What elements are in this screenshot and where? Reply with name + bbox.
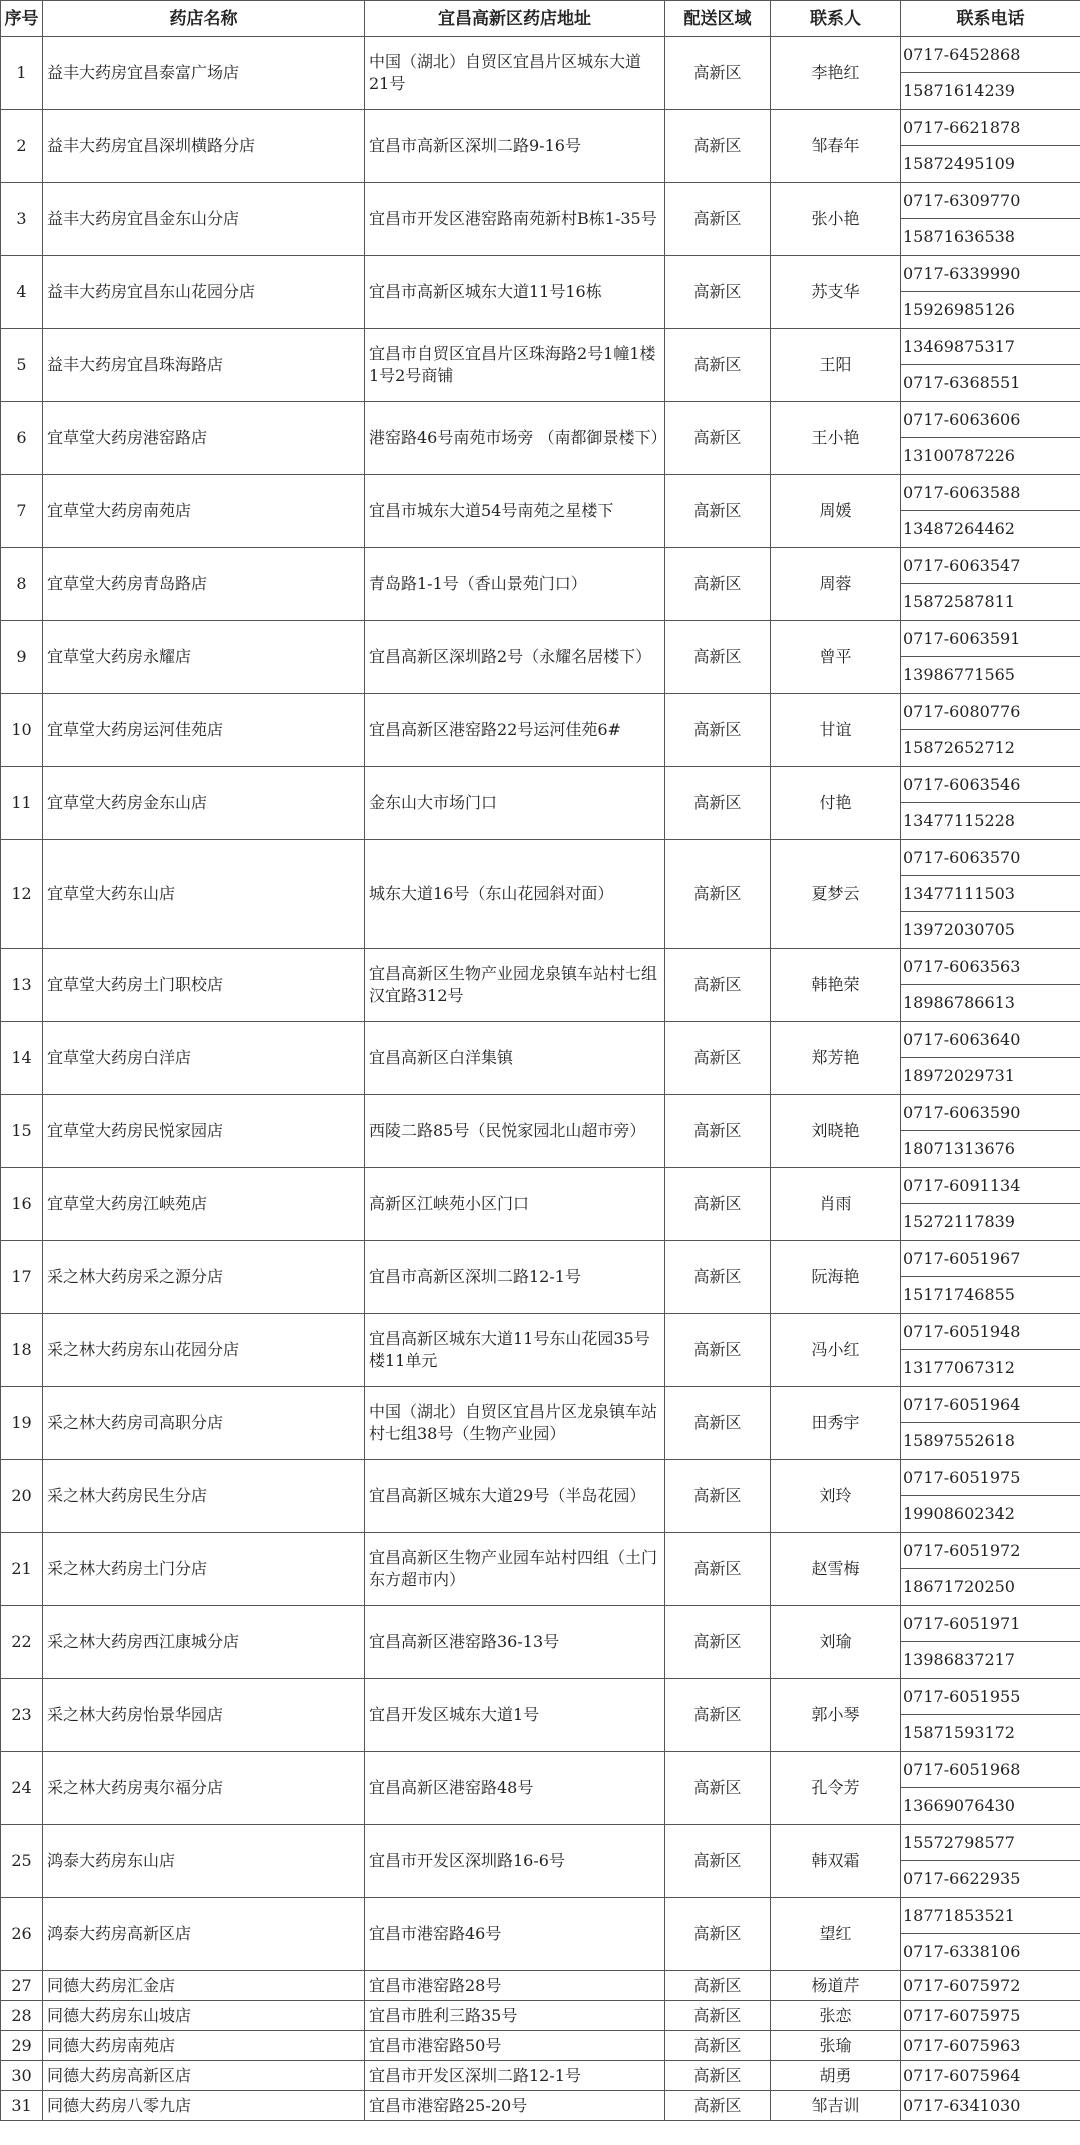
phone-cell	[901, 694, 1080, 767]
pharmacy-address: 宜昌高新区白洋集镇	[365, 1022, 665, 1095]
pharmacy-name: 鸿泰大药房高新区店	[43, 1898, 365, 1971]
phone-number: 15926985126	[903, 300, 1015, 319]
phone-cell	[901, 2001, 1080, 2031]
contact-person: 郭小琴	[771, 1679, 901, 1752]
pharmacy-name: 益丰大药房宜昌东山花园分店	[43, 256, 365, 329]
row-number: 31	[1, 2091, 43, 2121]
row-number: 7	[1, 475, 43, 548]
pharmacy-address: 宜昌市港窑路50号	[365, 2031, 665, 2061]
pharmacy-name: 同德大药房南苑店	[43, 2031, 365, 2061]
phone-cell	[901, 1168, 1080, 1241]
pharmacy-name: 采之林大药房民生分店	[43, 1460, 365, 1533]
pharmacy-address: 宜昌高新区城东大道29号（半岛花园）	[365, 1460, 665, 1533]
delivery-area: 高新区	[665, 548, 771, 621]
phone-number: 0717-6080776	[901, 694, 1080, 730]
pharmacy-name: 采之林大药房怡景华园店	[43, 1679, 365, 1752]
table-row	[1, 256, 1080, 329]
pharmacy-address: 宜昌市高新区城东大道11号16栋	[365, 256, 665, 329]
phone-cell	[901, 1679, 1080, 1752]
table-header-row	[1, 1, 1080, 37]
row-number: 27	[1, 1971, 43, 2001]
row-number: 8	[1, 548, 43, 621]
phone-number: 0717-6051964	[901, 1387, 1080, 1423]
pharmacy-name: 宜草堂大药房永耀店	[43, 621, 365, 694]
delivery-area: 高新区	[665, 1825, 771, 1898]
phone-number: 0717-6063606	[901, 402, 1080, 438]
phone-number: 0717-6368551	[903, 373, 1021, 392]
phone-number: 18972029731	[903, 1066, 1015, 1085]
table-row	[1, 1898, 1080, 1971]
contact-person: 张瑜	[771, 2031, 901, 2061]
delivery-area: 高新区	[665, 1387, 771, 1460]
phone-number: 0717-6091134	[901, 1168, 1080, 1204]
table-row	[1, 694, 1080, 767]
delivery-area: 高新区	[665, 2091, 771, 2121]
contact-person: 郑芳艳	[771, 1022, 901, 1095]
pharmacy-address: 宜昌市开发区深圳二路12-1号	[365, 2061, 665, 2091]
header-contact: 联系人	[771, 1, 901, 37]
phone-number: 15272117839	[903, 1212, 1015, 1231]
delivery-area: 高新区	[665, 1679, 771, 1752]
phone-cell	[901, 329, 1080, 402]
pharmacy-name: 宜草堂大药房民悦家园店	[43, 1095, 365, 1168]
phone-number: 0717-6075964	[903, 2066, 1021, 2085]
pharmacy-name: 同德大药房东山坡店	[43, 2001, 365, 2031]
phone-cell	[901, 110, 1080, 183]
header-area: 配送区域	[665, 1, 771, 37]
pharmacy-address: 宜昌市开发区港窑路南苑新村B栋1-35号	[365, 183, 665, 256]
delivery-area: 高新区	[665, 329, 771, 402]
row-number: 5	[1, 329, 43, 402]
pharmacy-name: 采之林大药房土门分店	[43, 1533, 365, 1606]
header-no: 序号	[1, 1, 43, 37]
phone-number: 13972030705	[903, 920, 1015, 939]
table-body	[1, 37, 1080, 2121]
phone-cell	[901, 1971, 1080, 2001]
contact-person: 田秀宇	[771, 1387, 901, 1460]
delivery-area: 高新区	[665, 767, 771, 840]
pharmacy-address: 宜昌市自贸区宜昌片区珠海路2号1幢1楼1号2号商铺	[365, 329, 665, 402]
contact-person: 王阳	[771, 329, 901, 402]
table-row	[1, 2031, 1080, 2061]
phone-number: 15872495109	[903, 154, 1015, 173]
delivery-area: 高新区	[665, 402, 771, 475]
row-number: 26	[1, 1898, 43, 1971]
contact-person: 甘谊	[771, 694, 901, 767]
pharmacy-name: 采之林大药房东山花园分店	[43, 1314, 365, 1387]
phone-number: 0717-6339990	[901, 256, 1080, 292]
phone-cell	[901, 1387, 1080, 1460]
pharmacy-name: 宜草堂大药房白洋店	[43, 1022, 365, 1095]
contact-person: 曾平	[771, 621, 901, 694]
phone-cell	[901, 1898, 1080, 1971]
pharmacy-address: 宜昌市高新区深圳二路12-1号	[365, 1241, 665, 1314]
contact-person: 邹吉训	[771, 2091, 901, 2121]
delivery-area: 高新区	[665, 2001, 771, 2031]
pharmacy-name: 宜草堂大药房江峡苑店	[43, 1168, 365, 1241]
phone-number: 15871593172	[903, 1723, 1015, 1742]
delivery-area: 高新区	[665, 1022, 771, 1095]
pharmacy-name: 采之林大药房夷尔福分店	[43, 1752, 365, 1825]
table-row	[1, 840, 1080, 949]
pharmacy-address: 城东大道16号（东山花园斜对面）	[365, 840, 665, 949]
row-number: 18	[1, 1314, 43, 1387]
delivery-area: 高新区	[665, 183, 771, 256]
contact-person: 冯小红	[771, 1314, 901, 1387]
phone-cell	[901, 2091, 1080, 2121]
phone-number: 15572798577	[901, 1825, 1080, 1861]
phone-cell	[901, 1314, 1080, 1387]
table-row	[1, 1606, 1080, 1679]
contact-person: 刘晓艳	[771, 1095, 901, 1168]
row-number: 21	[1, 1533, 43, 1606]
contact-person: 刘玲	[771, 1460, 901, 1533]
phone-number: 0717-6063570	[901, 840, 1080, 876]
contact-person: 王小艳	[771, 402, 901, 475]
table-row	[1, 1679, 1080, 1752]
row-number: 6	[1, 402, 43, 475]
pharmacy-address: 宜昌高新区深圳路2号（永耀名居楼下）	[365, 621, 665, 694]
phone-number: 13487264462	[903, 519, 1015, 538]
row-number: 1	[1, 37, 43, 110]
table-row	[1, 1387, 1080, 1460]
phone-number: 19908602342	[903, 1504, 1015, 1523]
table-row	[1, 1752, 1080, 1825]
phone-number: 15871614239	[903, 81, 1015, 100]
header-address: 宜昌高新区药店地址	[365, 1, 665, 37]
pharmacy-address: 高新区江峡苑小区门口	[365, 1168, 665, 1241]
contact-person: 夏梦云	[771, 840, 901, 949]
pharmacy-address: 中国（湖北）自贸区宜昌片区城东大道21号	[365, 37, 665, 110]
phone-cell	[901, 1241, 1080, 1314]
pharmacy-name: 宜草堂大药房青岛路店	[43, 548, 365, 621]
row-number: 12	[1, 840, 43, 949]
pharmacy-name: 宜草堂大药房港窑路店	[43, 402, 365, 475]
phone-cell	[901, 1533, 1080, 1606]
pharmacy-address: 金东山大市场门口	[365, 767, 665, 840]
pharmacy-address: 宜昌高新区生物产业园龙泉镇车站村七组汉宜路312号	[365, 949, 665, 1022]
phone-number: 0717-6075975	[903, 2006, 1021, 2025]
header-phone: 联系电话	[901, 1, 1080, 37]
phone-number: 13477111503	[901, 876, 1080, 912]
phone-number: 0717-6075972	[903, 1976, 1021, 1995]
pharmacy-address: 宜昌高新区港窑路36-13号	[365, 1606, 665, 1679]
phone-number: 0717-6452868	[901, 37, 1080, 73]
contact-person: 胡勇	[771, 2061, 901, 2091]
contact-person: 邹春年	[771, 110, 901, 183]
table-row	[1, 1022, 1080, 1095]
phone-number: 13986837217	[903, 1650, 1015, 1669]
row-number: 2	[1, 110, 43, 183]
phone-number: 0717-6622935	[903, 1869, 1021, 1888]
delivery-area: 高新区	[665, 694, 771, 767]
phone-number: 0717-6621878	[901, 110, 1080, 146]
phone-number: 0717-6063547	[901, 548, 1080, 584]
table-row	[1, 1168, 1080, 1241]
phone-number: 15872587811	[903, 592, 1015, 611]
table-row	[1, 1460, 1080, 1533]
phone-number: 18986786613	[903, 993, 1015, 1012]
pharmacy-address: 宜昌市胜利三路35号	[365, 2001, 665, 2031]
phone-number: 13100787226	[903, 446, 1015, 465]
table-row	[1, 1314, 1080, 1387]
phone-cell	[901, 1825, 1080, 1898]
phone-number: 13177067312	[903, 1358, 1015, 1377]
phone-cell	[901, 1752, 1080, 1825]
pharmacy-address: 西陵二路85号（民悦家园北山超市旁）	[365, 1095, 665, 1168]
row-number: 25	[1, 1825, 43, 1898]
phone-cell	[901, 548, 1080, 621]
pharmacy-address: 宜昌高新区城东大道11号东山花园35号楼11单元	[365, 1314, 665, 1387]
row-number: 4	[1, 256, 43, 329]
row-number: 23	[1, 1679, 43, 1752]
table-row	[1, 475, 1080, 548]
table-row	[1, 402, 1080, 475]
pharmacy-address: 宜昌市港窑路28号	[365, 1971, 665, 2001]
contact-person: 付艳	[771, 767, 901, 840]
delivery-area: 高新区	[665, 110, 771, 183]
table-row	[1, 949, 1080, 1022]
phone-number: 18071313676	[903, 1139, 1015, 1158]
row-number: 14	[1, 1022, 43, 1095]
pharmacy-name: 益丰大药房宜昌深圳横路分店	[43, 110, 365, 183]
phone-cell	[901, 183, 1080, 256]
pharmacy-name: 宜草堂大药房南苑店	[43, 475, 365, 548]
pharmacy-name: 采之林大药房司高职分店	[43, 1387, 365, 1460]
table-row	[1, 2061, 1080, 2091]
pharmacy-name: 同德大药房八零九店	[43, 2091, 365, 2121]
phone-number: 0717-6341030	[903, 2096, 1021, 2115]
phone-cell	[901, 1460, 1080, 1533]
delivery-area: 高新区	[665, 1752, 771, 1825]
contact-person: 赵雪梅	[771, 1533, 901, 1606]
phone-cell	[901, 37, 1080, 110]
row-number: 19	[1, 1387, 43, 1460]
table-row	[1, 37, 1080, 110]
row-number: 17	[1, 1241, 43, 1314]
phone-cell	[901, 2031, 1080, 2061]
row-number: 10	[1, 694, 43, 767]
pharmacy-name: 鸿泰大药房东山店	[43, 1825, 365, 1898]
contact-person: 刘瑜	[771, 1606, 901, 1679]
phone-number: 15897552618	[903, 1431, 1015, 1450]
contact-person: 韩艳荣	[771, 949, 901, 1022]
delivery-area: 高新区	[665, 1533, 771, 1606]
row-number: 24	[1, 1752, 43, 1825]
phone-number: 0717-6063591	[901, 621, 1080, 657]
phone-number: 15872652712	[903, 738, 1015, 757]
pharmacy-address: 宜昌市港窑路25-20号	[365, 2091, 665, 2121]
contact-person: 苏支华	[771, 256, 901, 329]
phone-number: 0717-6051948	[901, 1314, 1080, 1350]
pharmacy-name: 益丰大药房宜昌珠海路店	[43, 329, 365, 402]
row-number: 28	[1, 2001, 43, 2031]
contact-person: 周蓉	[771, 548, 901, 621]
phone-cell	[901, 256, 1080, 329]
phone-cell	[901, 2061, 1080, 2091]
row-number: 30	[1, 2061, 43, 2091]
phone-number: 0717-6063588	[901, 475, 1080, 511]
phone-cell	[901, 1606, 1080, 1679]
table-row	[1, 183, 1080, 256]
delivery-area: 高新区	[665, 1606, 771, 1679]
delivery-area: 高新区	[665, 840, 771, 949]
table-row	[1, 1825, 1080, 1898]
phone-number: 0717-6051972	[901, 1533, 1080, 1569]
pharmacy-address: 宜昌市开发区深圳路16-6号	[365, 1825, 665, 1898]
phone-number: 15871636538	[903, 227, 1015, 246]
pharmacy-address: 港窑路46号南苑市场旁 （南都御景楼下）	[365, 402, 665, 475]
phone-number: 0717-6051968	[901, 1752, 1080, 1788]
phone-number: 0717-6051971	[901, 1606, 1080, 1642]
row-number: 9	[1, 621, 43, 694]
phone-number: 0717-6309770	[901, 183, 1080, 219]
row-number: 22	[1, 1606, 43, 1679]
table-row	[1, 1533, 1080, 1606]
contact-person: 张小艳	[771, 183, 901, 256]
pharmacy-name: 益丰大药房宜昌金东山分店	[43, 183, 365, 256]
phone-number: 0717-6075963	[903, 2036, 1021, 2055]
row-number: 11	[1, 767, 43, 840]
table-row	[1, 1971, 1080, 2001]
delivery-area: 高新区	[665, 256, 771, 329]
row-number: 13	[1, 949, 43, 1022]
pharmacy-address: 宜昌市城东大道54号南苑之星楼下	[365, 475, 665, 548]
pharmacy-name: 同德大药房高新区店	[43, 2061, 365, 2091]
delivery-area: 高新区	[665, 1898, 771, 1971]
phone-cell	[901, 949, 1080, 1022]
table-row	[1, 548, 1080, 621]
delivery-area: 高新区	[665, 1314, 771, 1387]
table-row	[1, 621, 1080, 694]
pharmacy-address: 宜昌市高新区深圳二路9-16号	[365, 110, 665, 183]
table-row	[1, 2001, 1080, 2031]
pharmacy-address: 青岛路1-1号（香山景苑门口）	[365, 548, 665, 621]
pharmacy-address: 宜昌高新区港窑路22号运河佳苑6#	[365, 694, 665, 767]
delivery-area: 高新区	[665, 2061, 771, 2091]
header-name: 药店名称	[43, 1, 365, 37]
delivery-area: 高新区	[665, 1095, 771, 1168]
phone-number: 0717-6051955	[901, 1679, 1080, 1715]
row-number: 3	[1, 183, 43, 256]
pharmacy-name: 宜草堂大药东山店	[43, 840, 365, 949]
phone-number: 0717-6063590	[901, 1095, 1080, 1131]
phone-number: 0717-6051967	[901, 1241, 1080, 1277]
phone-number: 13469875317	[901, 329, 1080, 365]
pharmacy-name: 同德大药房汇金店	[43, 1971, 365, 2001]
delivery-area: 高新区	[665, 949, 771, 1022]
row-number: 20	[1, 1460, 43, 1533]
pharmacy-name: 宜草堂大药房运河佳苑店	[43, 694, 365, 767]
delivery-area: 高新区	[665, 1168, 771, 1241]
contact-person: 望红	[771, 1898, 901, 1971]
delivery-area: 高新区	[665, 1971, 771, 2001]
phone-number: 0717-6063563	[901, 949, 1080, 985]
phone-number: 15171746855	[903, 1285, 1015, 1304]
pharmacy-name: 宜草堂大药房土门职校店	[43, 949, 365, 1022]
pharmacy-address: 宜昌高新区港窑路48号	[365, 1752, 665, 1825]
phone-cell	[901, 1095, 1080, 1168]
pharmacy-name: 宜草堂大药房金东山店	[43, 767, 365, 840]
delivery-area: 高新区	[665, 1241, 771, 1314]
table-row	[1, 2091, 1080, 2121]
contact-person: 李艳红	[771, 37, 901, 110]
phone-number: 0717-6063546	[901, 767, 1080, 803]
contact-person: 张恋	[771, 2001, 901, 2031]
phone-cell	[901, 767, 1080, 840]
contact-person: 孔令芳	[771, 1752, 901, 1825]
pharmacy-address: 中国（湖北）自贸区宜昌片区龙泉镇车站村七组38号（生物产业园）	[365, 1387, 665, 1460]
row-number: 29	[1, 2031, 43, 2061]
contact-person: 韩双霜	[771, 1825, 901, 1898]
table-row	[1, 110, 1080, 183]
contact-person: 杨道芹	[771, 1971, 901, 2001]
phone-number: 13986771565	[903, 665, 1015, 684]
delivery-area: 高新区	[665, 1460, 771, 1533]
delivery-area: 高新区	[665, 621, 771, 694]
phone-cell	[901, 840, 1080, 949]
delivery-area: 高新区	[665, 2031, 771, 2061]
table-row	[1, 767, 1080, 840]
row-number: 16	[1, 1168, 43, 1241]
phone-number: 0717-6063640	[901, 1022, 1080, 1058]
table-row	[1, 1095, 1080, 1168]
phone-cell	[901, 1022, 1080, 1095]
delivery-area: 高新区	[665, 37, 771, 110]
table-row	[1, 329, 1080, 402]
table-row	[1, 1241, 1080, 1314]
phone-number: 13477115228	[903, 811, 1015, 830]
delivery-area: 高新区	[665, 475, 771, 548]
phone-cell	[901, 402, 1080, 475]
pharmacy-address: 宜昌开发区城东大道1号	[365, 1679, 665, 1752]
contact-person: 肖雨	[771, 1168, 901, 1241]
phone-cell	[901, 621, 1080, 694]
contact-person: 周媛	[771, 475, 901, 548]
pharmacy-name: 益丰大药房宜昌泰富广场店	[43, 37, 365, 110]
pharmacy-name: 采之林大药房西江康城分店	[43, 1606, 365, 1679]
phone-number: 18671720250	[903, 1577, 1015, 1596]
phone-number: 13669076430	[903, 1796, 1015, 1815]
pharmacy-address: 宜昌市港窑路46号	[365, 1898, 665, 1971]
phone-number: 18771853521	[901, 1898, 1080, 1934]
phone-number: 0717-6051975	[901, 1460, 1080, 1496]
pharmacy-address: 宜昌高新区生物产业园车站村四组（土门东方超市内）	[365, 1533, 665, 1606]
phone-cell	[901, 475, 1080, 548]
phone-number: 0717-6338106	[903, 1942, 1021, 1961]
row-number: 15	[1, 1095, 43, 1168]
pharmacy-name: 采之林大药房采之源分店	[43, 1241, 365, 1314]
contact-person: 阮海艳	[771, 1241, 901, 1314]
